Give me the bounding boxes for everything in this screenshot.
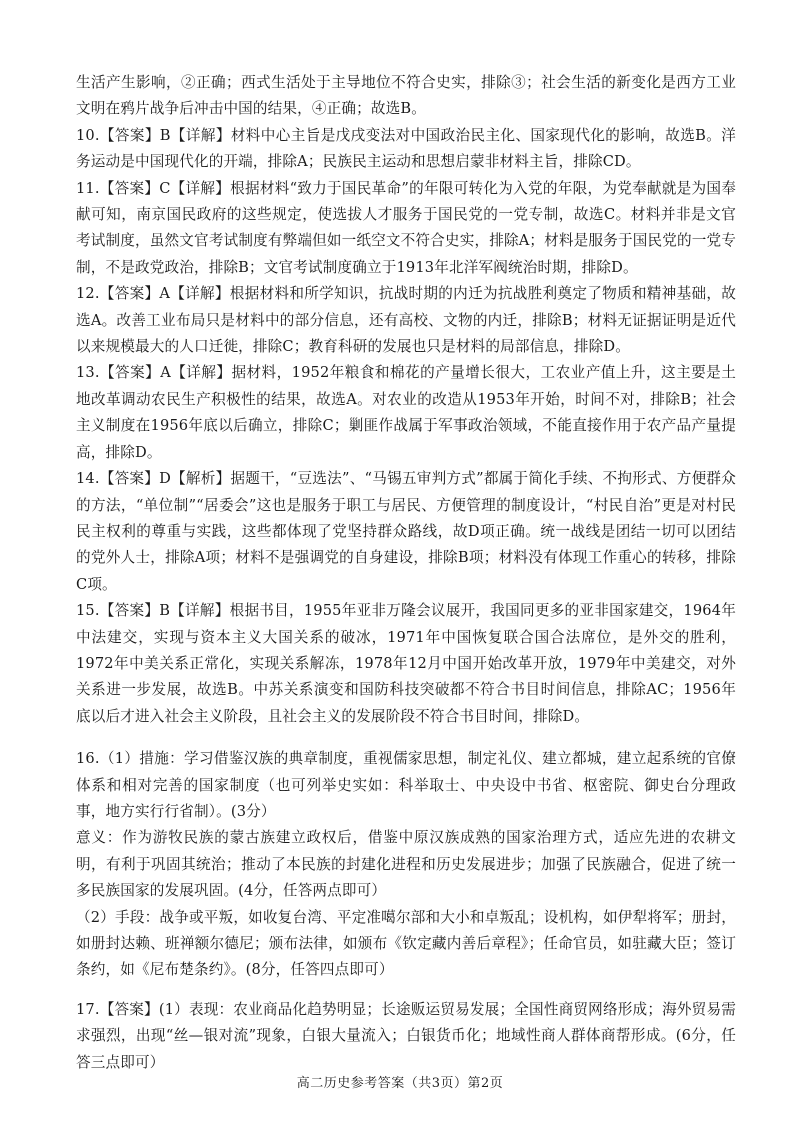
answer-16-significance: 意义：作为游牧民族的蒙古族建立政权后，借鉴中原汉族成熟的国家治理方式，适应先进的农耕文明，有利于巩固其统治；推动了本民族的封建化进程和历史发展进步；加强了民族融合，促进了统一多民族国家的发展巩固。(4分，任答两点即可） [76,829,736,900]
answer-17: 17.【答案】(1）表现：农业商品化趋势明显；长途贩运贸易发展；全国性商贸网络形成；海外贸易需求强烈，出现“丝—银对流”现象，白银大量流入；白银货币化；地域性商人群体商帮形成。(6分，任答三点即可） [76,1000,736,1071]
answer-15: 15.【答案】B【详解】根据书目，1955年亚非万隆会议展开，我国同更多的亚非国家建交，1964年中法建交，实现与资本主义大国关系的破冰，1971年中国恢复联合国合法席位，是外交的胜利，1972年中美关系正常化，实现关系解冻，1978年12月中国开始改革开放，1979年中美建交，对外关系进一步发展，故选B。中苏关系演变和国防科技突破都不符合书目时间信息，排除AC；1956年底以后才进入社会主义阶段，且社会主义的发展阶段不符合书目时间，排除D。 [76,602,736,725]
page-footer: 高二历史参考答案（共3页）第2页 [296,1076,504,1091]
answer-11: 11.【答案】C【详解】根据材料“致力于国民革命”的年限可转化为入党的年限，为党奉献就是为国奉献可知，南京国民政府的这些规定，使选拔人才服务于国民党的一党专制，故选C。材料并非是文官考试制度，虽然文官考试制度有弊端但如一纸空文不符合史实，排除A；材料是服务于国民党的一党专制，不是政党政治，排除B；文官考试制度确立于1913年北洋军阀统治时期，排除D。 [76,179,736,276]
answer-14: 14.【答案】D【解析】据题干，“豆选法”、“马锡五审判方式”都属于简化手续、不拘形式、方便群众的方法，“单位制”“居委会”这也是服务于职工与居民、方便管理的制度设计，“村民自治”更是对村民民主权利的尊重与实践，这些都体现了党坚持群众路线，故D项正确。统一战线是团结一切可以团结的党外人士，排除A项；材料不是强调党的自身建设，排除B项；材料没有体现工作重心的转移，排除C项。 [76,470,736,593]
answer-9-continuation: 生活产生影响，②正确；西式生活处于主导地位不符合史实，排除③；社会生活的新变化是西方工业文明在鸦片战争后冲击中国的结果，④正确；故选B。 [76,74,736,118]
answer-16-part-2: （2）手段：战争或平叛，如收复台湾、平定准噶尔部和大小和卓叛乱；设机构，如伊犁将军；册封，如册封达赖、班禅额尔德尼；颁布法律，如颁布《钦定藏内善后章程》；任命官员，如驻藏大臣；签订条约，如《尼布楚条约》。(8分，任答四点即可） [76,908,736,979]
answer-document-body [76,70,736,1076]
answer-10: 10.【答案】B【详解】材料中心主旨是戊戌变法对中国政治民主化、国家现代化的影响，故选B。洋务运动是中国现代化的开端，排除A；民族民主运动和思想启蒙非材料主旨，排除CD。 [76,126,736,171]
answer-12: 12.【答案】A【详解】根据材料和所学知识，抗战时期的内迁为抗战胜利奠定了物质和精神基础，故选A。改善工业布局只是材料中的部分信息，还有高校、文物的内迁，排除B；材料无证据证明是近代以来规模最大的人口迁徙，排除C；教育科研的发展也只是材料的局部信息，排除D。 [76,285,736,356]
answer-16-part-1: 16.（1）措施：学习借鉴汉族的典章制度，重视儒家思想，制定礼仪、建立都城，建立起系统的官僚体系和相对完善的国家制度（也可列举史实如：科举取士、中央设中书省、枢密院、御史台分理政事，地方实行行省制）。(3分） [76,750,736,820]
answer-13: 13.【答案】A【详解】据材料，1952年粮食和棉花的产量增长很大，工农业产值上升，这主要是土地改革调动农民生产积极性的结果，故选A。对农业的改造从1953年开始，时间不对，排除B；社会主义制度在1956年底以后确立，排除C；剿匪作战属于军事政治领域，不能直接作用于农产品产量提高，排除D。 [76,364,736,461]
